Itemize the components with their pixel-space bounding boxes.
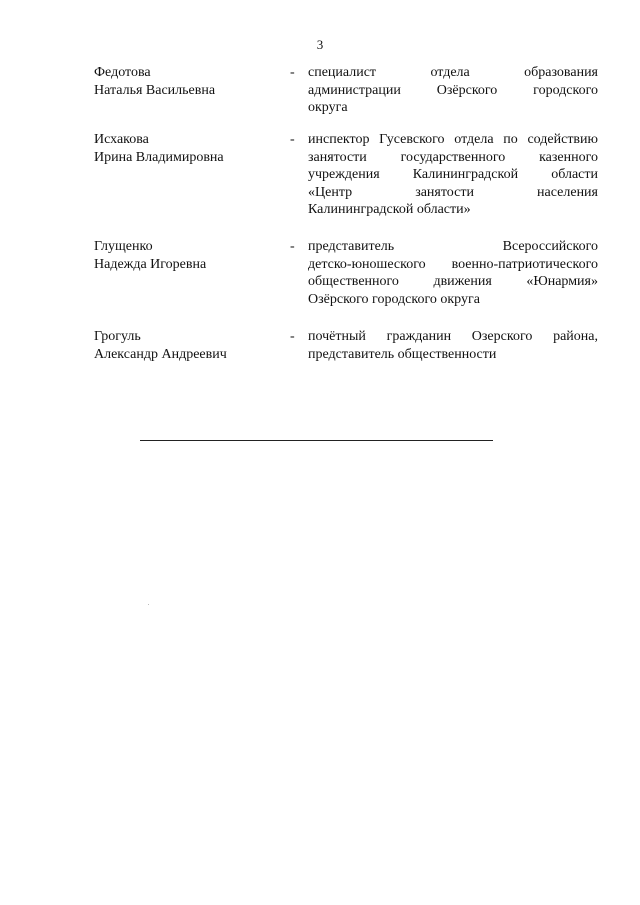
role-line: общественного движения «Юнармия»	[308, 274, 598, 289]
member-given-names: Ирина Владимировна	[94, 149, 224, 165]
dash-separator: -	[290, 65, 295, 80]
role-line: округа	[308, 100, 348, 115]
role-line: занятости государственного казенного	[308, 149, 598, 165]
member-role	[308, 238, 598, 308]
page-number: 3	[316, 37, 324, 52]
role-line: Озёрского городского округа	[308, 291, 480, 307]
dash-separator: -	[290, 132, 295, 147]
role-line: представитель общественности	[308, 346, 497, 362]
role-line: учреждения Калининградской области	[308, 167, 598, 182]
member-given-names: Надежда Игоревна	[94, 256, 207, 272]
scan-speck	[148, 604, 149, 605]
role-line: детско-юношеского военно-патриотического	[308, 256, 598, 272]
member-surname: Грогуль	[94, 329, 141, 344]
role-line: Калининградской области»	[308, 202, 471, 217]
member-surname: Исхакова	[94, 132, 149, 147]
member-name	[94, 64, 284, 99]
role-line: «Центр занятости населения	[308, 184, 598, 200]
dash-separator: -	[290, 329, 295, 344]
closing-separator-line	[140, 440, 493, 441]
dash-separator: -	[290, 239, 295, 254]
member-name	[94, 328, 284, 363]
role-line: администрации Озёрского городского	[308, 82, 598, 98]
member-given-names: Александр Андреевич	[94, 346, 227, 362]
member-name	[94, 131, 284, 166]
member-role	[308, 64, 598, 117]
member-surname: Федотова	[94, 65, 151, 80]
role-line: инспектор Гусевского отдела по содействию	[308, 132, 598, 147]
role-line: почётный гражданин Озерского района,	[308, 329, 598, 344]
member-surname: Глущенко	[94, 239, 153, 254]
member-name	[94, 238, 284, 273]
member-given-names: Наталья Васильевна	[94, 82, 216, 98]
role-line: специалист отдела образования	[308, 65, 598, 80]
role-line: представитель Всероссийского	[308, 239, 598, 254]
member-role	[308, 131, 598, 219]
member-role	[308, 328, 598, 363]
